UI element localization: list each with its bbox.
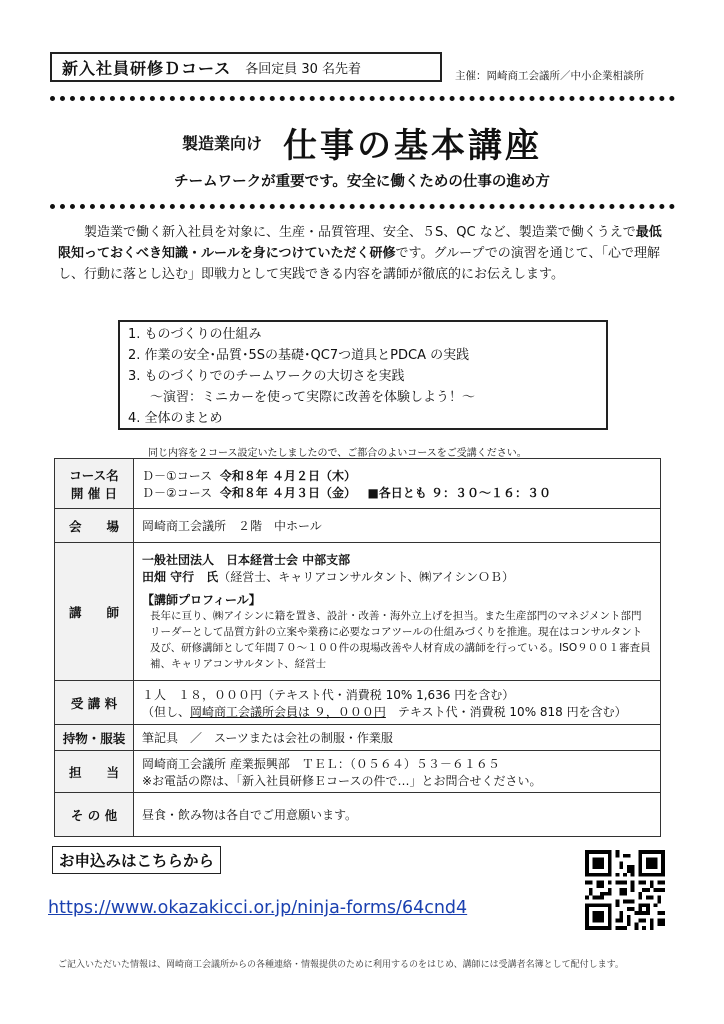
fee-general: １人 １８，０００円（テキスト代・消費税 10% 1,636 円を含む） bbox=[142, 687, 515, 702]
intro-part1: 製造業で働く新入社員を対象に、生産・品質管理、安全、５S、QC など、製造業で働くうえで bbox=[84, 225, 636, 240]
items-label: 持物・服装 bbox=[55, 725, 134, 751]
dotted-divider-bottom bbox=[50, 204, 675, 209]
course2: Ｄ－②コース bbox=[142, 485, 213, 500]
items-value: 筆記具 ／ スーツまたは会社の制服・作業服 bbox=[134, 725, 661, 751]
lecturer-value bbox=[134, 543, 661, 681]
fee-member: 岡崎商工会議所会員は ９，０００円 bbox=[190, 704, 386, 719]
contact-note: ※お電話の際は、「新入社員研修Ｅコースの件で…」とお問合せください。 bbox=[142, 773, 542, 788]
table-row bbox=[55, 543, 661, 681]
fee-member-post: テキスト代・消費税 10% 818 円を含む） bbox=[385, 704, 627, 719]
lecturer-name: 田畑 守行 氏 bbox=[142, 570, 219, 584]
apply-label: お申込みはこちらから bbox=[52, 846, 221, 874]
table-row bbox=[55, 509, 661, 543]
title-main: 仕事の基本講座 bbox=[283, 126, 543, 166]
table-row bbox=[55, 681, 661, 725]
contact-value bbox=[134, 751, 661, 793]
program-item-sub: 〜演習：ミニカーを使って実際に改善を体験しよう！〜 bbox=[150, 390, 476, 405]
organizer-text: 主催：岡崎商工会議所／中小企業相談所 bbox=[455, 70, 644, 82]
course-label: コース名 bbox=[69, 467, 119, 483]
profile-text: 長年に亘り、㈱アイシンに籍を置き、設計・改善・海外立上げを担当。また生産部門のマネジメント部門リーダーとして品質方針の立案や業務に必要なコアツールの仕組みづくりを推進。現在はコンサルタント及び、研修講師として年間７０～１００件の現場改善や人材育成の講師を行っている。ISO９００１審査員補、キャリアコンサルタント、経営士 bbox=[150, 610, 651, 670]
qr-code-icon[interactable] bbox=[585, 850, 665, 930]
table-row bbox=[55, 751, 661, 793]
info-table bbox=[54, 458, 661, 837]
course-name: 新入社員研修Ｄコース bbox=[62, 58, 232, 78]
profile-heading: 【講師プロフィール】 bbox=[142, 593, 261, 607]
fee-value bbox=[134, 681, 661, 725]
program-item: 3. ものづくりでのチームワークの大切さを実践 bbox=[128, 369, 405, 384]
intro-part2: です。グループでの演習を通じて、「心で理解し、行動に落とし込む」即戦力として実践できる内容を講師が徹底的にお伝えします。 bbox=[58, 246, 661, 282]
apply-url-link[interactable]: https://www.okazakicci.or.jp/ninja-forms/64cnd4 bbox=[48, 898, 468, 918]
table-row bbox=[55, 459, 661, 509]
other-value: 昼食・飲み物は各自でご用意願います。 bbox=[134, 793, 661, 837]
date-label: 開 催 日 bbox=[70, 485, 118, 501]
lecturer-label: 講 師 bbox=[55, 543, 134, 681]
venue-label: 会 場 bbox=[55, 509, 134, 543]
course-header-box bbox=[50, 52, 442, 82]
course1: Ｄ－①コース bbox=[142, 468, 213, 483]
course-note: 同じ内容を２コース設定いたしましたので、ご都合のよいコースをご受講ください。 bbox=[148, 448, 527, 459]
program-item: 4. 全体のまとめ bbox=[128, 411, 223, 426]
table-row bbox=[55, 793, 661, 837]
other-label: そ の 他 bbox=[55, 793, 134, 837]
footer-note: ご記入いただいた情報は、岡崎商工会議所からの各種連絡・情報提供のために利用するのをはじめ、講師には受講者名簿として配付します。 bbox=[58, 960, 624, 970]
intro-paragraph bbox=[58, 222, 668, 285]
fee-member-pre: （但し、 bbox=[142, 704, 191, 719]
contact-label: 担 当 bbox=[55, 751, 134, 793]
program-item: 1. ものづくりの仕組み bbox=[128, 327, 262, 342]
course-date-label bbox=[55, 459, 134, 509]
time: ■各日とも ９：３０〜１６：３０ bbox=[367, 485, 551, 500]
tagline: チームワークが重要です。安全に働くための仕事の進め方 bbox=[174, 174, 550, 190]
contact-tel: 岡崎商工会議所 産業振興部 ＴＥＬ：（０５６４）５３－６１６５ bbox=[142, 756, 500, 771]
date2: 令和８年 ４月３日（金） bbox=[219, 485, 356, 500]
page-title bbox=[0, 118, 724, 167]
program-item: 2. 作業の安全･品質･5Sの基礎･QC7つ道具とPDCA の実践 bbox=[128, 348, 470, 363]
table-row bbox=[55, 725, 661, 751]
lecturer-title: （経営士、キャリアコンサルタント、㈱アイシンＯＢ） bbox=[218, 570, 515, 584]
date1: 令和８年 ４月２日（木） bbox=[219, 468, 356, 483]
program-list bbox=[118, 320, 608, 430]
title-sub: 製造業向け bbox=[181, 134, 262, 153]
venue-value: 岡崎商工会議所 ２階 中ホール bbox=[134, 509, 661, 543]
fee-label: 受 講 料 bbox=[55, 681, 134, 725]
intro-bold: 最低限知っておくべき知識・ルールを身につけていただく研修 bbox=[58, 225, 662, 261]
dotted-divider-top bbox=[50, 96, 675, 101]
course-date-value bbox=[134, 459, 661, 509]
lecturer-org: 一般社団法人 日本経営士会 中部支部 bbox=[142, 553, 351, 567]
capacity-text: 各回定員 30 名先着 bbox=[245, 61, 362, 77]
